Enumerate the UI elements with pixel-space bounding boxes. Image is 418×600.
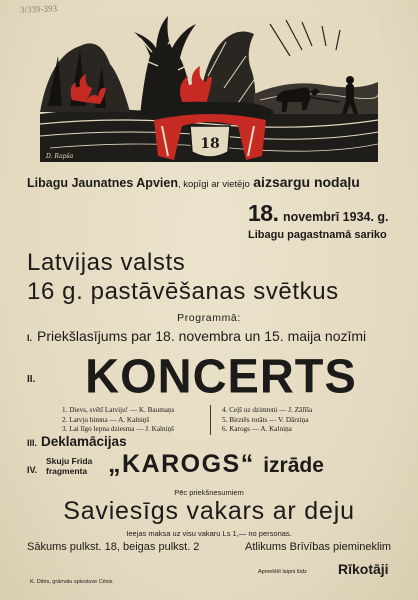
- woodcut-illustration: [40, 16, 378, 162]
- date-text: novembrī 1934. g.: [282, 210, 389, 224]
- organizer-line: [27, 174, 407, 193]
- item-3: [27, 433, 127, 451]
- item-2-number: II.: [27, 374, 36, 385]
- karogs-izrade: izrāde: [263, 454, 324, 477]
- song-2: 2. Latvju himna — A. Kalniņš: [62, 415, 150, 424]
- item-4-number: IV.: [27, 465, 38, 475]
- proceeds-note: Atlikums Brīvības piemineklim: [245, 541, 392, 553]
- karogs-line: [108, 450, 324, 479]
- song-6: 6. Karogs — A. Kalniņa: [222, 425, 292, 434]
- item-3-number: III.: [27, 438, 38, 448]
- item-1: [27, 328, 366, 346]
- karogs-title: „KAROGS“: [108, 450, 255, 478]
- evening-title: Saviesīgs vakars ar deju: [63, 497, 355, 525]
- song-list-left: [62, 406, 174, 435]
- song-3: 3. Lai līgo lepna dziesma — J. Kalniņš: [62, 425, 174, 434]
- event-date: [248, 200, 389, 227]
- item-4-small: [46, 456, 92, 476]
- organizers-sign: Rīkotāji: [338, 561, 389, 577]
- artist-signature: D. Rapša: [46, 153, 74, 160]
- title-line-2: 16 g. pastāvēšanas svētkus: [27, 278, 339, 305]
- item-1-text: Priekšlasījums par 18. novembra un 15. maija nozīmi: [37, 328, 367, 344]
- item-4-small-1: Skuju Frida: [46, 456, 93, 466]
- organizer-aizsargi: aizsargu nodaļu: [253, 174, 360, 190]
- entry-fee: Ieejas maksa uz visu vakaru Ls 1,— no personas.: [126, 529, 292, 538]
- item-4-small-2: fragmenta: [46, 466, 88, 476]
- song-5: 5. Birztēs rotāts — V. Dārziņa: [222, 415, 309, 424]
- song-1: 1. Dievs, svētī Latviju! — K. Baumaņs: [62, 406, 175, 414]
- venue-line: Libagu pagastnamā sariko: [248, 229, 387, 241]
- song-list-right: [222, 406, 312, 435]
- title-line-1: Latvijas valsts: [27, 249, 186, 276]
- programma-label: Programmā:: [177, 312, 241, 324]
- koncerts-title: KONCERTS: [85, 348, 357, 403]
- printer-credit: K. Ditris, grāmatu spiestuve Cēsis: [30, 579, 113, 585]
- date-number: 18.: [248, 200, 279, 226]
- item-1-number: I.: [27, 333, 33, 343]
- archive-mark: 3/339-393: [19, 3, 58, 15]
- item-3-text: Deklamācijas: [41, 434, 127, 449]
- after-label: Pēc priekšnesumiem: [174, 488, 244, 497]
- song-list-divider: [210, 405, 211, 435]
- organizer-mid: , kopīgi ar vietējo: [177, 179, 250, 190]
- woodcut-badge-number: 18: [200, 136, 220, 152]
- song-4: 4. Ceļš uz dzimteni — J. Zālīša: [222, 406, 313, 414]
- sign-invite: Apmeklēt laipni lūdz: [258, 569, 307, 575]
- event-times: Sākums pulkst. 18, beigas pulkst. 2: [27, 541, 200, 553]
- organizer-name: Libagu Jaunatnes Apvien: [27, 176, 178, 190]
